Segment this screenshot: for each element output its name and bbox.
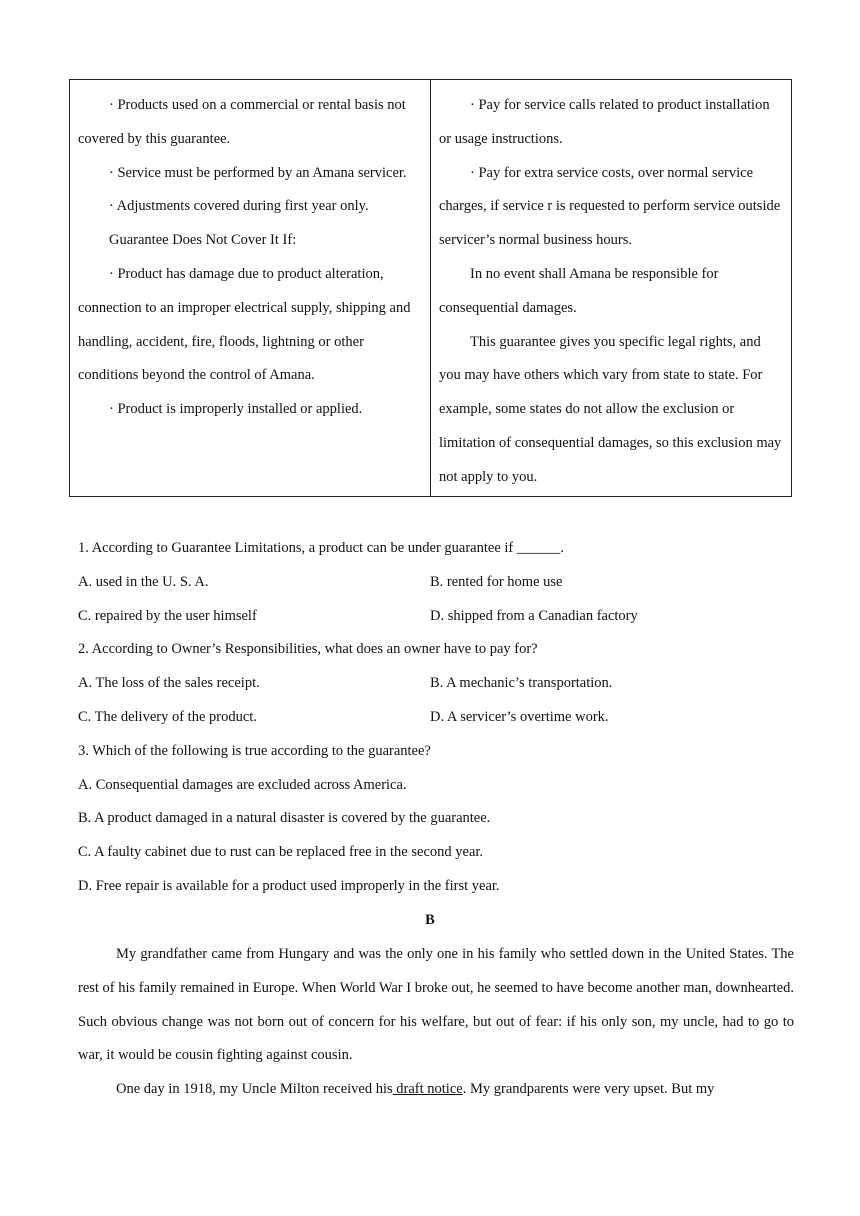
option-a: A. used in the U. S. A. <box>78 573 209 590</box>
questions-block <box>78 532 798 938</box>
option-row <box>78 701 798 735</box>
table-left-item: · Service must be performed by an Amana servicer. <box>109 164 407 181</box>
guarantee-table <box>69 79 792 497</box>
option-c: C. A faulty cabinet due to rust can be replaced free in the second year. <box>78 844 484 861</box>
passage-paragraph: My grandfather came from Hungary and was the only one in his family who settled down in the United States. The rest of his family remained in Europe. When World War I broke out, he seemed to have become another man, downhearted. Such obvious change was not born out of concern for his welfare, but out of fear: if his only son, my uncle, had to go to war, it would be cousin fighting against cousin. <box>78 946 794 1064</box>
table-left-subheading: Guarantee Does Not Cover It If: <box>109 232 297 249</box>
option-d: D. shipped from a Canadian factory <box>430 607 638 624</box>
table-right-item: This guarantee gives you specific legal rights, and you may have others which vary from state to state. For example, some states do not allow the exclusion or limitation of consequential damages, so this exclusion may not apply to you. <box>439 333 782 485</box>
option-b: B. A mechanic’s transportation. <box>430 675 613 692</box>
table-left-item: · Products used on a commercial or rental basis not covered by this guarantee. <box>78 97 406 147</box>
question-stem: 2. According to Owner’s Responsibilities, what does an owner have to pay for? <box>78 641 538 658</box>
underlined-phrase: draft notice <box>392 1081 463 1098</box>
option-c: C. repaired by the user himself <box>78 607 257 624</box>
table-left-item: · Product has damage due to product alteration, connection to an improper electrical supply, shipping and handling, accident, fire, floods, lightning or other conditions beyond the control of Amana. <box>78 265 411 384</box>
table-left-item: · Product is improperly installed or applied. <box>109 401 363 418</box>
option-b: B. rented for home use <box>430 573 563 590</box>
option-row <box>78 667 798 701</box>
option-c: C. The delivery of the product. <box>78 708 257 725</box>
question-stem: 3. Which of the following is true according to the guarantee? <box>78 742 431 759</box>
section-heading: B <box>425 911 435 928</box>
table-right-item: In no event shall Amana be responsible for consequential damages. <box>439 265 719 316</box>
option-a: A. Consequential damages are excluded across America. <box>78 776 407 793</box>
option-row <box>78 600 798 634</box>
option-b: B. A product damaged in a natural disaster is covered by the guarantee. <box>78 810 491 827</box>
guarantee-left-cell <box>70 80 431 497</box>
option-row <box>78 566 798 600</box>
passage-text: . My grandparents were very upset. But my <box>462 1081 715 1098</box>
guarantee-right-cell <box>431 80 792 497</box>
option-d: D. A servicer’s overtime work. <box>430 708 609 725</box>
passage-paragraph <box>78 1073 794 1107</box>
passage-b <box>78 938 794 1107</box>
table-right-item: · Pay for service calls related to product installation or usage instructions. <box>439 97 770 147</box>
option-a: A. The loss of the sales receipt. <box>78 675 260 692</box>
table-left-item: · Adjustments covered during first year only. <box>109 198 369 215</box>
question-stem: 1. According to Guarantee Limitations, a product can be under guarantee if ______. <box>78 540 564 556</box>
option-d: D. Free repair is available for a product used improperly in the first year. <box>78 877 500 894</box>
passage-text: One day in 1918, my Uncle Milton received his <box>116 1081 393 1098</box>
table-right-item: · Pay for extra service costs, over normal service charges, if service r is requested to perform service outside servicer’s normal business hours. <box>439 164 781 249</box>
